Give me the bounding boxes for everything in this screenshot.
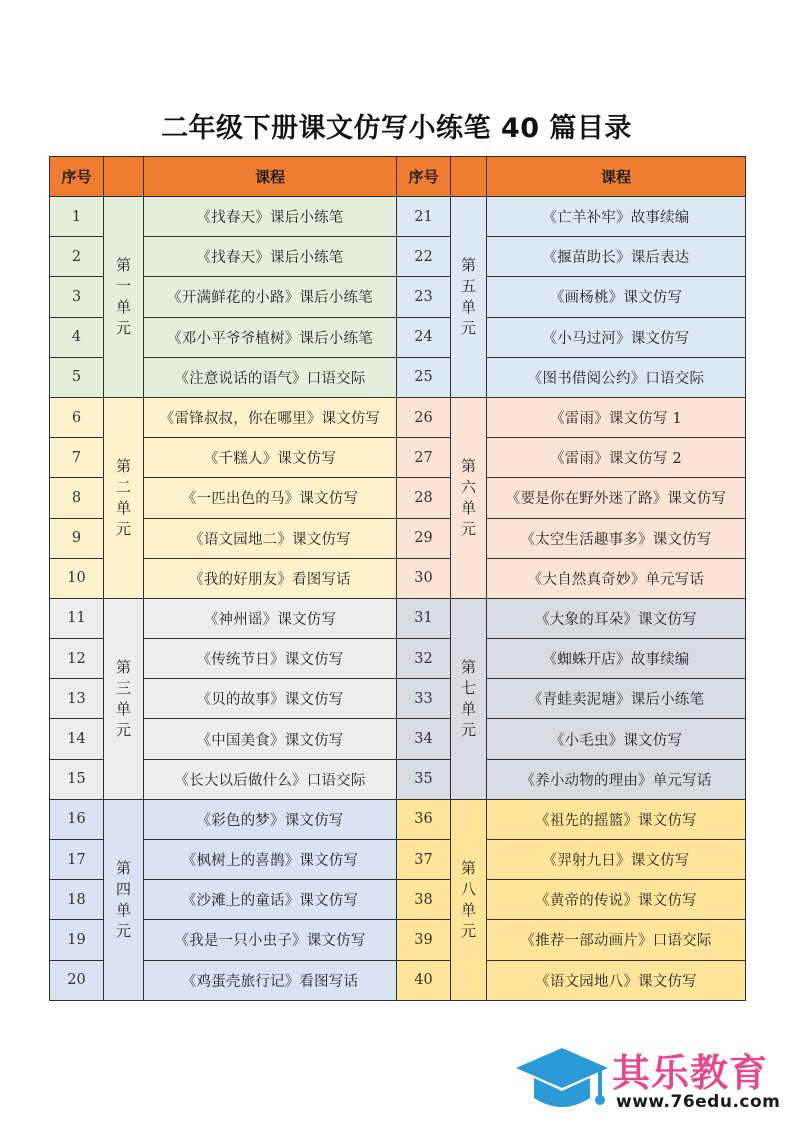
row-number: 35	[397, 759, 451, 799]
row-number: 24	[397, 317, 451, 357]
course-title: 《黄帝的传说》课文仿写	[487, 880, 746, 920]
unit-label-cell	[104, 397, 144, 598]
row-number: 38	[397, 880, 451, 920]
row-number: 37	[397, 840, 451, 880]
course-title: 《找春天》课后小练笔	[144, 237, 397, 277]
table-row	[50, 518, 746, 558]
row-number: 21	[397, 197, 451, 237]
row-number: 8	[50, 478, 104, 518]
unit-label: 第四单元	[115, 858, 131, 940]
course-title: 《要是你在野外迷了路》课文仿写	[487, 478, 746, 518]
header-unit-left	[104, 157, 144, 197]
unit-label-cell	[104, 799, 144, 1000]
row-number: 7	[50, 438, 104, 478]
course-title: 《一匹出色的马》课文仿写	[144, 478, 397, 518]
row-number: 20	[50, 960, 104, 1000]
course-title: 《语文园地二》课文仿写	[144, 518, 397, 558]
table-row	[50, 840, 746, 880]
table-row	[50, 679, 746, 719]
row-number: 9	[50, 518, 104, 558]
course-title: 《小马过河》课文仿写	[487, 317, 746, 357]
course-title: 《语文园地八》课文仿写	[487, 960, 746, 1000]
table-row	[50, 197, 746, 237]
row-number: 14	[50, 719, 104, 759]
table-row	[50, 799, 746, 839]
unit-label-cell	[451, 397, 487, 598]
course-title: 《枫树上的喜鹊》课文仿写	[144, 840, 397, 880]
row-number: 12	[50, 639, 104, 679]
unit-label: 第一单元	[115, 255, 131, 337]
row-number: 1	[50, 197, 104, 237]
row-number: 6	[50, 397, 104, 437]
header-num-right: 序号	[397, 157, 451, 197]
row-number: 17	[50, 840, 104, 880]
table-row	[50, 880, 746, 920]
course-title: 《彩色的梦》课文仿写	[144, 799, 397, 839]
table-row	[50, 719, 746, 759]
course-title: 《长大以后做什么》口语交际	[144, 759, 397, 799]
unit-label: 第三单元	[115, 657, 131, 739]
table-row	[50, 920, 746, 960]
header-num-left: 序号	[50, 157, 104, 197]
row-number: 30	[397, 558, 451, 598]
table-row	[50, 558, 746, 598]
course-title: 《我是一只小虫子》课文仿写	[144, 920, 397, 960]
course-title: 《羿射九日》课文仿写	[487, 840, 746, 880]
table-header-row	[50, 157, 746, 197]
brand-logo	[512, 1040, 792, 1122]
course-title: 《揠苗助长》课后表达	[487, 237, 746, 277]
course-title: 《图书借阅公约》口语交际	[487, 357, 746, 397]
course-title: 《大象的耳朵》课文仿写	[487, 598, 746, 638]
table-row	[50, 960, 746, 1000]
course-title: 《开满鲜花的小路》课后小练笔	[144, 277, 397, 317]
unit-label: 第二单元	[115, 456, 131, 538]
unit-label-cell	[451, 197, 487, 398]
course-title: 《青蛙卖泥塘》课后小练笔	[487, 679, 746, 719]
row-number: 10	[50, 558, 104, 598]
course-title: 《雷雨》课文仿写 2	[487, 438, 746, 478]
course-title: 《找春天》课后小练笔	[144, 197, 397, 237]
unit-label: 第六单元	[460, 456, 476, 538]
header-course-right: 课程	[487, 157, 746, 197]
course-title: 《太空生活趣事多》课文仿写	[487, 518, 746, 558]
course-title: 《大自然真奇妙》单元写话	[487, 558, 746, 598]
unit-label-cell	[104, 197, 144, 398]
row-number: 13	[50, 679, 104, 719]
unit-label: 第七单元	[460, 657, 476, 739]
course-title: 《雷锋叔叔，你在哪里》课文仿写	[144, 397, 397, 437]
row-number: 26	[397, 397, 451, 437]
brand-url: www.76edu.com	[616, 1092, 781, 1112]
course-title: 《我的好朋友》看图写话	[144, 558, 397, 598]
row-number: 23	[397, 277, 451, 317]
table-row	[50, 357, 746, 397]
row-number: 27	[397, 438, 451, 478]
course-title: 《沙滩上的童话》课文仿写	[144, 880, 397, 920]
row-number: 29	[397, 518, 451, 558]
row-number: 40	[397, 960, 451, 1000]
row-number: 18	[50, 880, 104, 920]
row-number: 3	[50, 277, 104, 317]
course-title: 《推荐一部动画片》口语交际	[487, 920, 746, 960]
course-title: 《养小动物的理由》单元写话	[487, 759, 746, 799]
unit-label-cell	[451, 799, 487, 1000]
unit-label: 第五单元	[460, 255, 476, 337]
table-row	[50, 639, 746, 679]
row-number: 36	[397, 799, 451, 839]
table-row	[50, 478, 746, 518]
row-number: 16	[50, 799, 104, 839]
brand-name: 其乐教育	[612, 1051, 769, 1095]
table-row	[50, 237, 746, 277]
row-number: 34	[397, 719, 451, 759]
course-title: 《祖先的摇篮》课文仿写	[487, 799, 746, 839]
row-number: 39	[397, 920, 451, 960]
course-title: 《千糕人》课文仿写	[144, 438, 397, 478]
row-number: 19	[50, 920, 104, 960]
row-number: 31	[397, 598, 451, 638]
row-number: 15	[50, 759, 104, 799]
course-title: 《蜘蛛开店》故事续编	[487, 639, 746, 679]
course-title: 《鸡蛋壳旅行记》看图写话	[144, 960, 397, 1000]
row-number: 2	[50, 237, 104, 277]
toc-table	[49, 156, 746, 1001]
table-row	[50, 598, 746, 638]
header-course-left: 课程	[144, 157, 397, 197]
table-row	[50, 277, 746, 317]
header-unit-right	[451, 157, 487, 197]
page-title: 二年级下册课文仿写小练笔 40 篇目录	[161, 113, 632, 144]
course-title: 《神州谣》课文仿写	[144, 598, 397, 638]
table-row	[50, 759, 746, 799]
course-title: 《中国美食》课文仿写	[144, 719, 397, 759]
course-title: 《注意说话的语气》口语交际	[144, 357, 397, 397]
unit-label-cell	[104, 598, 144, 799]
table-row	[50, 397, 746, 437]
graduation-cap-icon	[512, 1044, 612, 1120]
table-row	[50, 438, 746, 478]
course-title: 《雷雨》课文仿写 1	[487, 397, 746, 437]
course-title: 《画杨桃》课文仿写	[487, 277, 746, 317]
row-number: 32	[397, 639, 451, 679]
course-title: 《贝的故事》课文仿写	[144, 679, 397, 719]
course-title: 《邓小平爷爷植树》课后小练笔	[144, 317, 397, 357]
table-row	[50, 317, 746, 357]
row-number: 28	[397, 478, 451, 518]
course-title: 《小毛虫》课文仿写	[487, 719, 746, 759]
course-title: 《传统节日》课文仿写	[144, 639, 397, 679]
course-title: 《亡羊补牢》故事续编	[487, 197, 746, 237]
row-number: 11	[50, 598, 104, 638]
unit-label: 第八单元	[460, 858, 476, 940]
row-number: 22	[397, 237, 451, 277]
row-number: 4	[50, 317, 104, 357]
row-number: 25	[397, 357, 451, 397]
row-number: 33	[397, 679, 451, 719]
unit-label-cell	[451, 598, 487, 799]
row-number: 5	[50, 357, 104, 397]
